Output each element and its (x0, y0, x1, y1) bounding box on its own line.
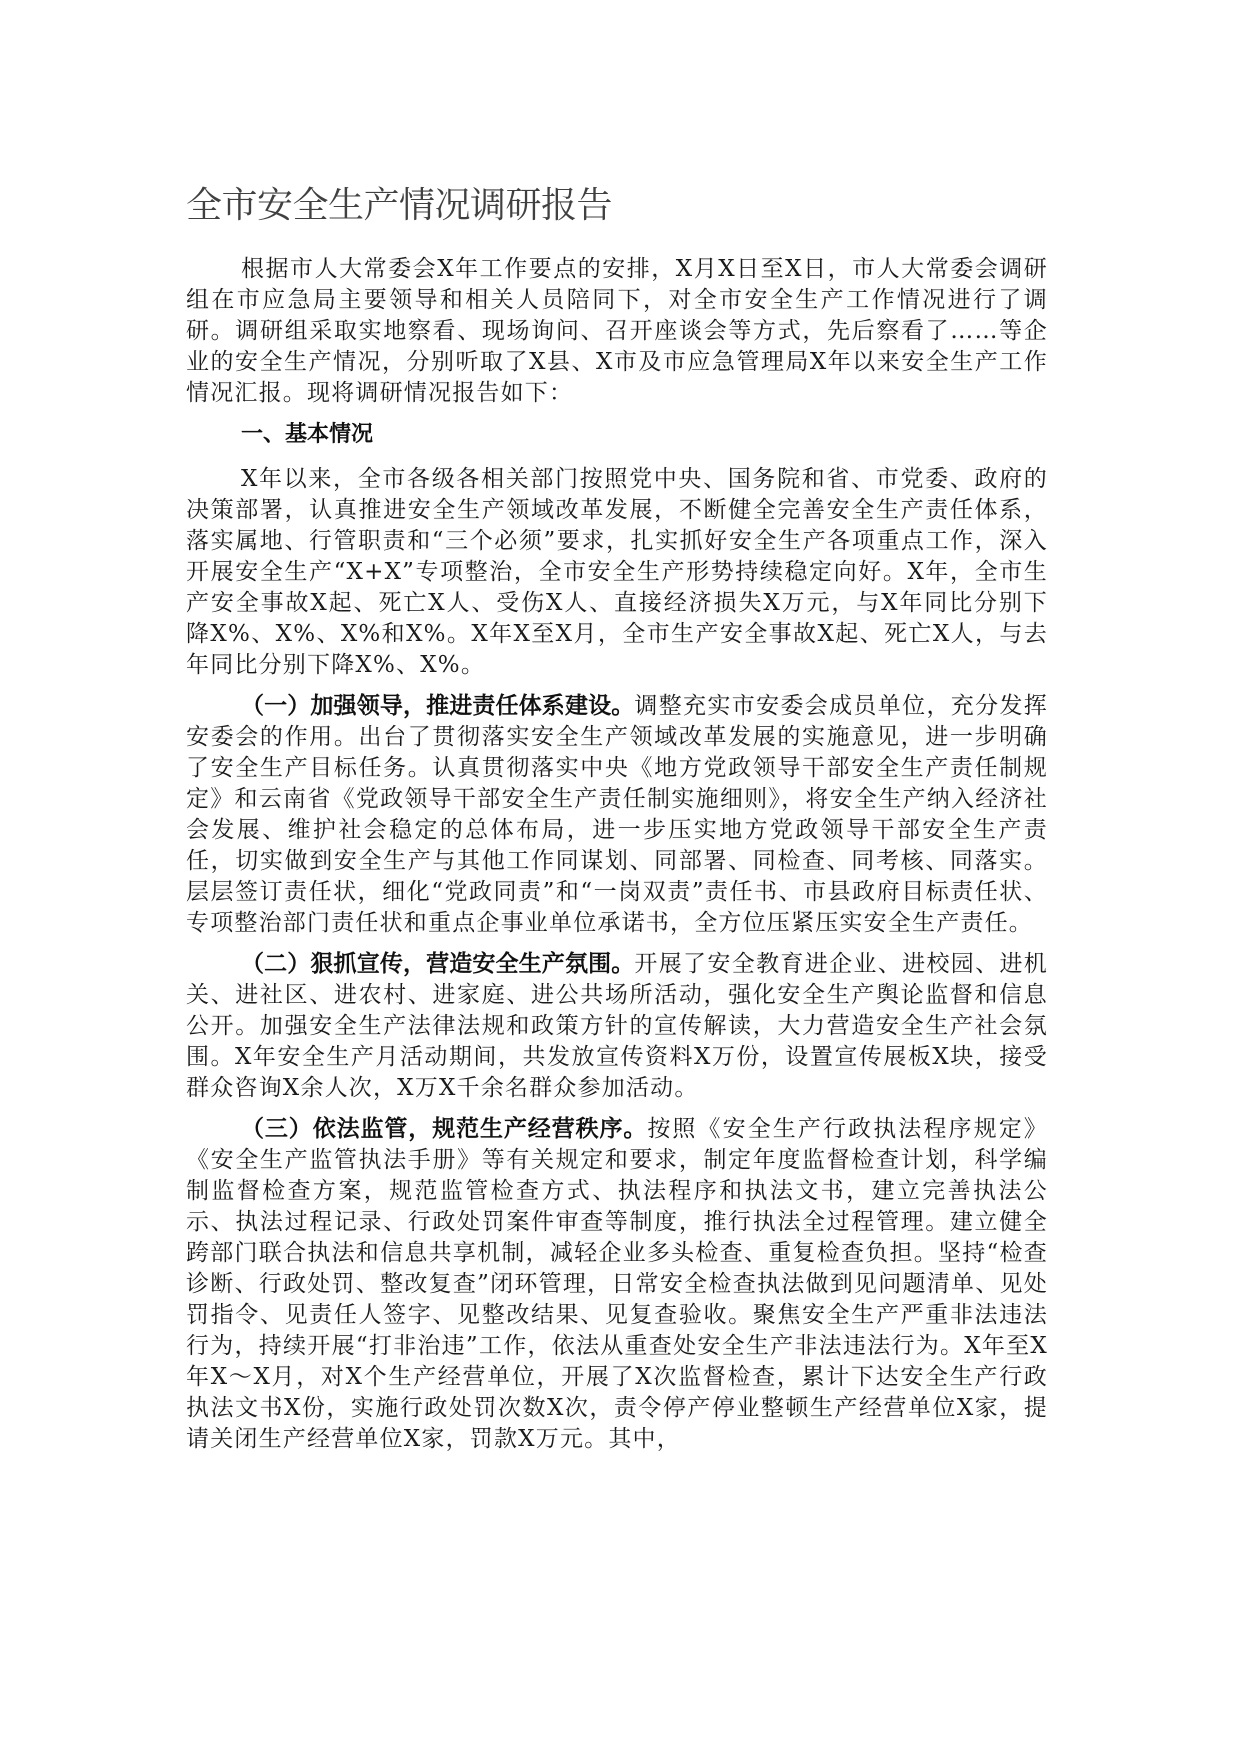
document-page (186, 180, 1048, 1465)
subsection-body-supervision: 按照《安全生产行政执法程序规定》《安全生产监管执法手册》等有关规定和要求，制定年度监督检查计划，科学编制监督检查方案，规范监管检查方式、执法程序和执法文书，建立完善执法公示、执法过程记录、行政处罚案件审查等制度，推行执法全过程管理。建立健全跨部门联合执法和信息共享机制，减轻企业多头检查、重复检查负担。坚持“检查诊断、行政处罚、整改复查”闭环管理，日常安全检查执法做到见问题清单、见处罚指令、见责任人签字、见整改结果、见复查验收。聚焦安全生产严重非法违法行为，持续开展“打非治违”工作，依法从重查处安全生产非法违法行为。X年至X年X～X月，对X个生产经营单位，开展了X次监督检查，累计下达安全生产行政执法文书X份，实施行政处罚次数X次，责令停产停业整顿生产经营单位X家，提请关闭生产经营单位X家，罚款X万元。其中， (186, 1116, 1049, 1452)
overview-paragraph: X年以来，全市各级各相关部门按照党中央、国务院和省、市党委、政府的决策部署，认真推进安全生产领域改革发展，不断健全完善安全生产责任体系，落实属地、行管职责和“三个必须”要求，扎实抓好安全生产各项重点工作，深入开展安全生产“X+X”专项整治，全市安全生产形势持续稳定向好。X年，全市生产安全事故X起、死亡X人、受伤X人、直接经济损失X万元，与X年同比分别下降X%、X%、X%和X%。X年X至X月，全市生产安全事故X起、死亡X人，与去年同比分别下降X%、X%。 (186, 466, 1048, 678)
subsection-lead-leadership: （一）加强领导，推进责任体系建设。 (241, 693, 635, 719)
subsection-lead-supervision: （三）依法监管，规范生产经营秩序。 (241, 1116, 648, 1142)
subsection-paragraph-leadership (186, 691, 1048, 939)
subsection-body-leadership: 调整充实市安委会成员单位，充分发挥安委会的作用。出台了贯彻落实安全生产领域改革发展的实施意见，进一步明确了安全生产目标任务。认真贯彻落实中央《地方党政领导干部安全生产责任制规定》和云南省《党政领导干部安全生产责任制实施细则》，将安全生产纳入经济社会发展、维护社会稳定的总体布局，进一步压实地方党政领导干部安全生产责任，切实做到安全生产与其他工作同谋划、同部署、同检查、同考核、同落实。层层签订责任状，细化“党政同责”和“一岗双责”责任书、市县政府目标责任状、专项整治部门责任状和重点企事业单位承诺书，全方位压紧压实安全生产责任。 (186, 693, 1049, 936)
section-heading-basic-situation: 一、基本情况 (241, 422, 374, 447)
subsection-lead-publicity: （二）狠抓宣传，营造安全生产氛围。 (241, 951, 635, 977)
subsection-paragraph-supervision (186, 1114, 1048, 1455)
document-title: 全市安全生产情况调研报告 (186, 185, 613, 226)
intro-paragraph: 根据市人大常委会X年工作要点的安排，X月X日至X日，市人大常委会调研组在市应急局主要领导和相关人员陪同下，对全市安全生产工作情况进行了调研。调研组采取实地察看、现场询问、召开座谈会等方式，先后察看了……等企业的安全生产情况，分别听取了X县、X市及市应急管理局X年以来安全生产工作情况汇报。现将调研情况报告如下： (186, 256, 1048, 406)
subsection-body-publicity: 开展了安全教育进企业、进校园、进机关、进社区、进农村、进家庭、进公共场所活动，强化安全生产舆论监督和信息公开。加强安全生产法律法规和政策方针的宣传解读，大力营造安全生产社会氛围。X年安全生产月活动期间，共发放宣传资料X万份，设置宣传展板X块，接受群众咨询X余人次，X万X千余名群众参加活动。 (186, 951, 1049, 1101)
subsection-paragraph-publicity (186, 949, 1048, 1104)
